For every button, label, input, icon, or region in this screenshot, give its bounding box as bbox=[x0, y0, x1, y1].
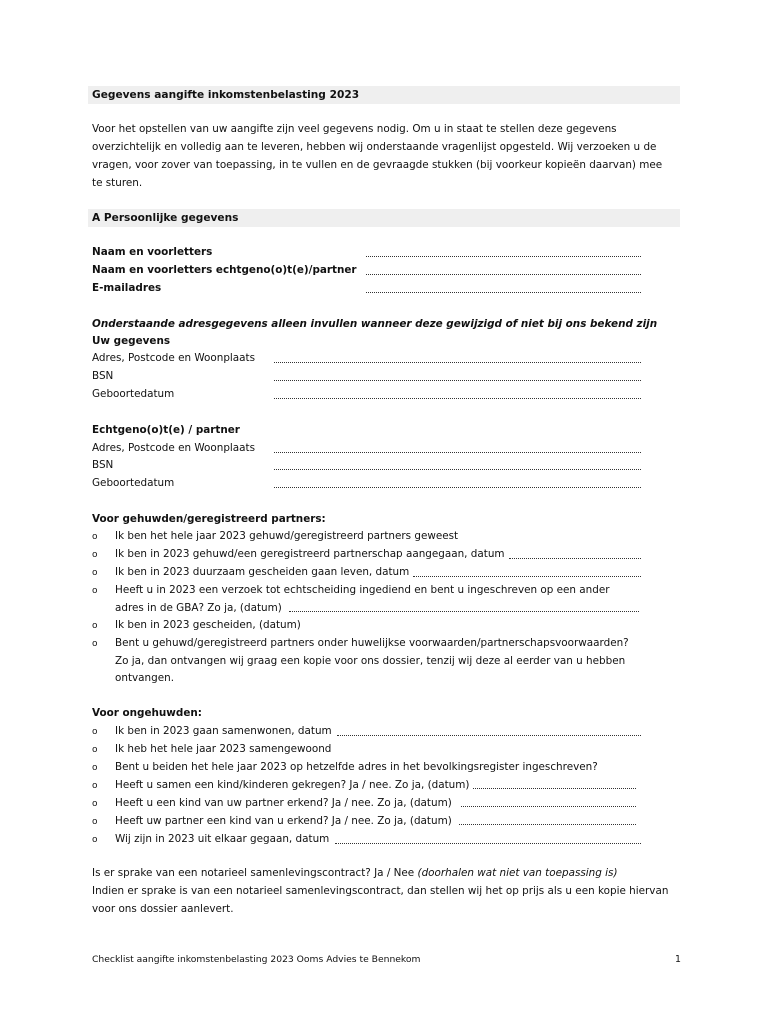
unmarried-item: Heeft u samen een kind/kinderen gekregen? Ja / nee. Zo ja, (datum) bbox=[115, 779, 470, 791]
checkbox-bullet[interactable]: o bbox=[92, 621, 98, 631]
own-bsn-label: BSN bbox=[92, 370, 114, 382]
fill-line-partner-address[interactable] bbox=[274, 452, 641, 453]
fill-line-own-birthdate[interactable] bbox=[274, 398, 641, 399]
unmarried-title: Voor ongehuwden: bbox=[92, 707, 202, 719]
field-label-name: Naam en voorletters bbox=[92, 246, 213, 258]
fill-line-recognized-date[interactable] bbox=[461, 806, 636, 807]
married-item: Ik ben in 2023 gescheiden, (datum) bbox=[115, 619, 301, 631]
unmarried-item: Ik ben in 2023 gaan samenwonen, datum bbox=[115, 725, 332, 737]
checkbox-bullet[interactable]: o bbox=[92, 532, 98, 542]
fill-line-gba-date[interactable] bbox=[289, 611, 639, 612]
unmarried-item: Heeft uw partner een kind van u erkend? Ja / nee. Zo ja, (datum) bbox=[115, 815, 452, 827]
married-title: Voor gehuwden/geregistreerd partners: bbox=[92, 513, 326, 525]
married-item: Ik ben in 2023 duurzaam gescheiden gaan leven, datum bbox=[115, 566, 410, 578]
intro-line: Voor het opstellen van uw aangifte zijn veel gegevens nodig. Om u in staat te stellen deze gegevens bbox=[92, 123, 617, 135]
fill-line-name[interactable] bbox=[366, 256, 641, 257]
intro-line: te sturen. bbox=[92, 177, 143, 189]
notarial-question-text: Is er sprake van een notarieel samenlevingscontract? Ja / Nee bbox=[92, 867, 415, 879]
section-a-title: A Persoonlijke gegevens bbox=[88, 209, 680, 227]
fill-line-cohabit-date[interactable] bbox=[337, 735, 641, 736]
unmarried-item: Bent u beiden het hele jaar 2023 op hetzelfde adres in het bevolkingsregister ingeschreven? bbox=[115, 761, 598, 773]
intro-line: vragen, voor zover van toepassing, in te vullen en de gevraagde stukken (bij voorkeur kopieën daarvan) mee bbox=[92, 159, 663, 171]
fill-line-split-date[interactable] bbox=[335, 843, 641, 844]
unmarried-item: Ik heb het hele jaar 2023 samengewoond bbox=[115, 743, 332, 755]
checkbox-bullet[interactable]: o bbox=[92, 763, 98, 773]
fill-line-child-date[interactable] bbox=[473, 788, 636, 789]
intro-line: overzichtelijk en volledig aan te leveren, hebben wij onderstaande vragenlijst opgesteld. Wij verzoeken u de bbox=[92, 141, 657, 153]
notarial-question bbox=[92, 864, 618, 882]
own-birthdate-label: Geboortedatum bbox=[92, 388, 175, 400]
notarial-line: voor ons dossier aanlevert. bbox=[92, 903, 234, 915]
fill-line-partner-name[interactable] bbox=[366, 274, 641, 275]
own-address-label: Adres, Postcode en Woonplaats bbox=[92, 352, 256, 364]
partner-address-label: Adres, Postcode en Woonplaats bbox=[92, 442, 256, 454]
checkbox-bullet[interactable]: o bbox=[92, 781, 98, 791]
checkbox-bullet[interactable]: o bbox=[92, 817, 98, 827]
married-item: Ik ben in 2023 gehuwd/een geregistreerd partnerschap aangegaan, datum bbox=[115, 548, 505, 560]
married-item: Heeft u in 2023 een verzoek tot echtscheiding ingediend en bent u ingeschreven op een ander bbox=[115, 584, 610, 596]
field-label-email: E-mailadres bbox=[92, 282, 162, 294]
fill-line-own-bsn[interactable] bbox=[274, 380, 641, 381]
unmarried-item: Heeft u een kind van uw partner erkend? Ja / nee. Zo ja, (datum) bbox=[115, 797, 452, 809]
address-note: Onderstaande adresgegevens alleen invullen wanneer deze gewijzigd of niet bij ons bekend zijn bbox=[92, 318, 658, 330]
fill-line-partner-bsn[interactable] bbox=[274, 469, 641, 470]
fill-line-married-date[interactable] bbox=[509, 558, 641, 559]
married-item-continued: ontvangen. bbox=[115, 672, 174, 684]
page-number: 1 bbox=[675, 954, 681, 965]
married-item: Ik ben het hele jaar 2023 gehuwd/geregistreerd partners geweest bbox=[115, 530, 459, 542]
checkbox-bullet[interactable]: o bbox=[92, 745, 98, 755]
partner-data-title: Echtgeno(o)t(e) / partner bbox=[92, 424, 240, 436]
fill-line-separated-date[interactable] bbox=[413, 576, 641, 577]
partner-bsn-label: BSN bbox=[92, 459, 114, 471]
checkbox-bullet[interactable]: o bbox=[92, 586, 98, 596]
checkbox-bullet[interactable]: o bbox=[92, 568, 98, 578]
document-title: Gegevens aangifte inkomstenbelasting 2023 bbox=[88, 86, 680, 104]
checkbox-bullet[interactable]: o bbox=[92, 799, 98, 809]
checkbox-bullet[interactable]: o bbox=[92, 550, 98, 560]
notarial-line: Indien er sprake is van een notarieel samenlevingscontract, dan stellen wij het op prijs als u een kopie hiervan bbox=[92, 885, 669, 897]
field-label-partner-name: Naam en voorletters echtgeno(o)t(e)/partner bbox=[92, 264, 357, 276]
partner-birthdate-label: Geboortedatum bbox=[92, 477, 175, 489]
married-item: Bent u gehuwd/geregistreerd partners onder huwelijkse voorwaarden/partnerschapsvoorwaarden? bbox=[115, 637, 629, 649]
married-item-continued: adres in de GBA? Zo ja, (datum) bbox=[115, 602, 282, 614]
own-data-title: Uw gegevens bbox=[92, 335, 171, 347]
checkbox-bullet[interactable]: o bbox=[92, 639, 98, 649]
checkbox-bullet[interactable]: o bbox=[92, 835, 98, 845]
footer-text: Checklist aangifte inkomstenbelasting 2023 Ooms Advies te Bennekom bbox=[92, 954, 421, 965]
unmarried-item: Wij zijn in 2023 uit elkaar gegaan, datum bbox=[115, 833, 330, 845]
fill-line-own-address[interactable] bbox=[274, 362, 641, 363]
checkbox-bullet[interactable]: o bbox=[92, 727, 98, 737]
notarial-question-note: (doorhalen wat niet van toepassing is) bbox=[417, 867, 618, 879]
married-item-continued: Zo ja, dan ontvangen wij graag een kopie voor ons dossier, tenzij wij deze al eerder van u hebben bbox=[115, 655, 626, 667]
fill-line-partner-recognized-date[interactable] bbox=[459, 824, 636, 825]
fill-line-email[interactable] bbox=[366, 292, 641, 293]
fill-line-partner-birthdate[interactable] bbox=[274, 487, 641, 488]
